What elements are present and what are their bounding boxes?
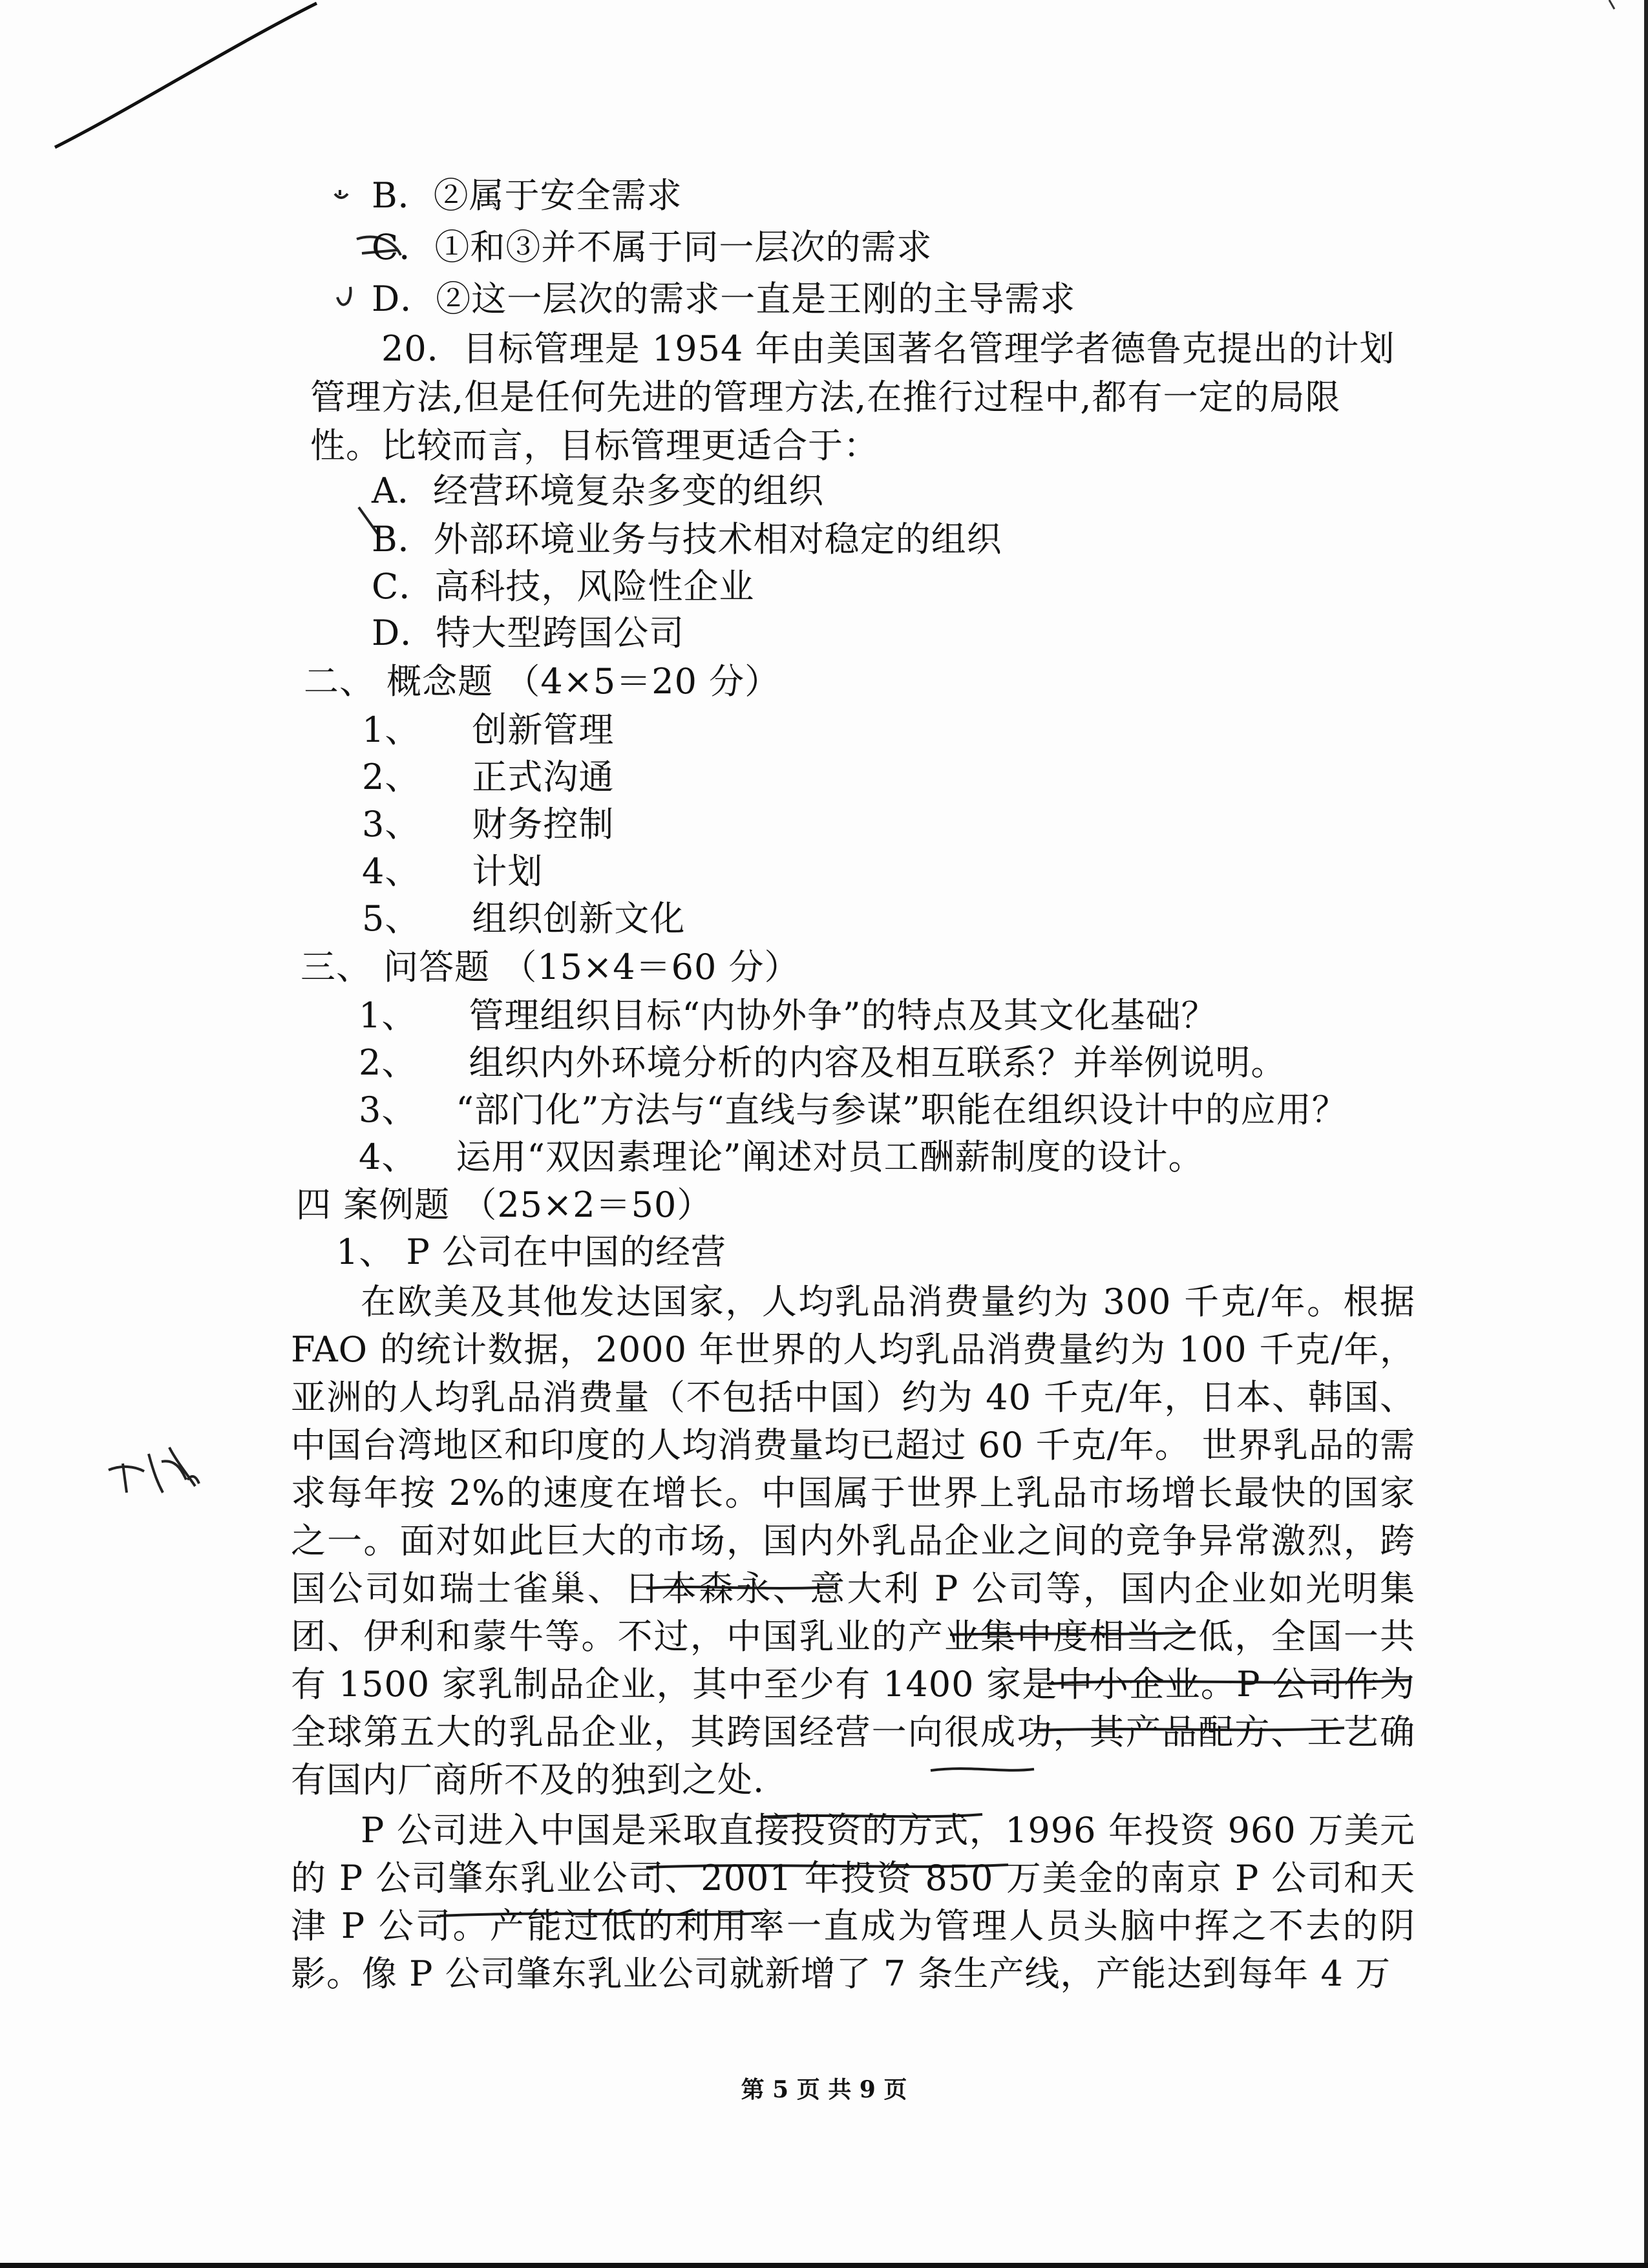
section3-item bbox=[359, 1135, 1204, 1180]
q19-option-b: B．②属于安全需求 bbox=[372, 175, 682, 216]
section3-heading: 三、 问答题 （15×4＝60 分） bbox=[301, 947, 800, 987]
scan-edge bbox=[1644, 0, 1648, 2268]
section3-item bbox=[359, 1040, 1286, 1086]
q20-option-c: C．高科技，风险性企业 bbox=[372, 566, 755, 607]
item-text: 组织内外环境分析的内容及相互联系？并举例说明。 bbox=[469, 1042, 1287, 1083]
check-mark-icon bbox=[335, 190, 348, 198]
section4-heading: 四 案例题 （25×2＝50） bbox=[296, 1184, 713, 1225]
q20-option-d: D．特大型跨国公司 bbox=[372, 613, 685, 653]
case-paragraph-1: 在欧美及其他发达国家，人均乳品消费量约为 300 千克/年。根据 FAO 的统计数据，2000 年世界的人均乳品消费量约为 100 千克/年，亚洲的人均乳品消费量（不包括中国）约为 40 千克/年，日本、韩国、中国台湾地区和印度的人均消费量均已超过 60 千克/年。 世界乳品的需求每年按 2%的速度在增长。中国属于世界上乳品市场增长最快的国家之一。面对如此巨大的市场，国内外乳品企业之间的竞争异常激烈，跨国公司如瑞士雀巢、日本森永、意大利 P 公司等，国内企业如光明集团、伊利和蒙牛等。不过，中国乳业的产业集中度相当之低，全国一共有 1500 家乳制品企业，其中至少有 1400 家是中小企业。P 公司作为全球第五大的乳品企业，其跨国经营一向很成功，其产品配方、工艺确有国内厂商所不及的独到之处. bbox=[291, 1281, 1415, 1800]
signature-scribble-icon bbox=[109, 1447, 199, 1493]
item-text: 计划 bbox=[472, 851, 544, 892]
item-text: 运用“双因素理论”阐述对员工酬薪制度的设计。 bbox=[456, 1137, 1204, 1177]
scan-edge bbox=[0, 2263, 1648, 2268]
item-number: 4、 bbox=[362, 851, 421, 892]
item-number: 2、 bbox=[359, 1042, 417, 1083]
item-text: 财务控制 bbox=[472, 804, 615, 845]
section2-heading: 二、 概念题 （4×5＝20 分） bbox=[304, 661, 781, 702]
item-text: 创新管理 bbox=[472, 709, 615, 750]
q19-option-c: C．①和③并不属于同一层次的需求 bbox=[372, 227, 933, 268]
item-text: 正式沟通 bbox=[472, 757, 615, 797]
q20-stem-line3: 性。比较而言，目标管理更适合于： bbox=[310, 425, 879, 466]
item-text: “部门化”方法与“直线与参谋”职能在组织设计中的应用？ bbox=[456, 1089, 1347, 1130]
item-text: 组织创新文化 bbox=[472, 898, 686, 939]
pen-stroke-icon bbox=[55, 3, 317, 147]
section2-item bbox=[362, 802, 614, 847]
q20-option-a: A．经营环境复杂多变的组织 bbox=[372, 470, 824, 511]
section2-item bbox=[362, 849, 543, 894]
section2-item bbox=[362, 708, 614, 753]
item-number: 3、 bbox=[362, 804, 421, 845]
q20-stem-line1: 20．目标管理是 1954 年由美国著名管理学者德鲁克提出的计划 bbox=[381, 328, 1395, 369]
case-title: 1、 P 公司在中国的经营 bbox=[336, 1232, 727, 1272]
item-text: 管理组织目标“内协外争”的特点及其文化基础？ bbox=[469, 995, 1217, 1036]
section3-item bbox=[359, 1087, 1347, 1133]
item-number: 4、 bbox=[359, 1137, 417, 1177]
page-number-footer: 第 5 页 共 9 页 bbox=[741, 2076, 907, 2103]
case-paragraph-2: P 公司进入中国是采取直接投资的方式，1996 年投资 960 万美元的 P 公司肇东乳业公司、2001 年投资 850 万美金的南京 P 公司和天津 P 公司。产能过低的利用率一直成为管理人员头脑中挥之不去的阴影。像 P 公司肇东乳业公司就新增了 7 条生产线，产能达到每年 4 万 bbox=[291, 1810, 1415, 1994]
section2-item bbox=[362, 755, 614, 800]
q20-stem-line2: 管理方法,但是任何先进的管理方法,在推行过程中,都有一定的局限 bbox=[310, 377, 1341, 417]
case-text bbox=[291, 1278, 1415, 1998]
item-number: 1、 bbox=[362, 709, 421, 750]
section2-item bbox=[362, 896, 685, 941]
item-number: 5、 bbox=[362, 898, 421, 939]
item-number: 1、 bbox=[359, 995, 417, 1036]
check-mark-icon bbox=[337, 287, 351, 305]
q20-option-b: B．外部环境业务与技术相对稳定的组织 bbox=[372, 519, 1002, 560]
item-number: 2、 bbox=[362, 757, 421, 797]
section3-item bbox=[359, 993, 1217, 1038]
q19-option-d: D．②这一层次的需求一直是王刚的主导需求 bbox=[372, 278, 1076, 319]
item-number: 3、 bbox=[359, 1089, 417, 1130]
